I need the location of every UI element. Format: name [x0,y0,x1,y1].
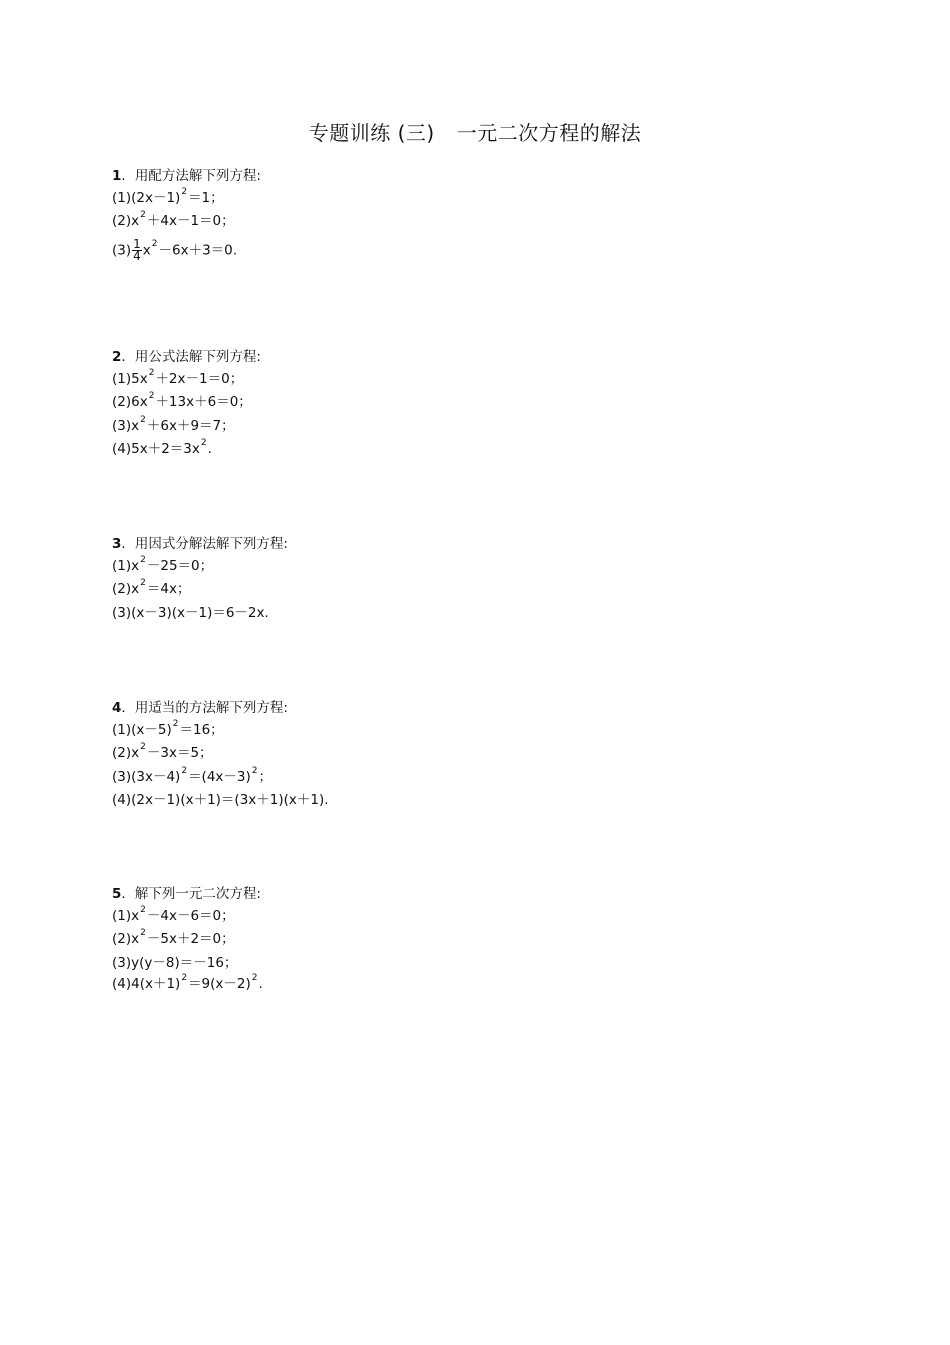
equation-item [112,556,288,580]
equation-text: ＝1； [188,189,224,206]
equation-text: (3)x [112,417,140,434]
equation-text: －4x－6＝0； [146,907,235,924]
section-heading [112,534,288,556]
equation-item [112,188,261,212]
equation-item [112,767,329,791]
section-heading-text: ．用公式法解下列方程: [121,349,261,365]
equation-item [112,392,261,416]
equation-text: －3x＝5； [146,745,213,761]
equation-item [112,790,329,812]
exponent: 2 [151,239,158,249]
equation-text: (1)(x－5) [112,721,172,738]
equation-text: (1)(2x－1) [112,189,181,206]
equation-item [112,211,261,235]
exponent: 2 [140,904,146,915]
exponent: 2 [140,928,146,938]
exponent: 2 [148,367,155,378]
equation-text: ＋2x－1＝0； [155,370,244,387]
equation-text: x [142,242,151,258]
equation-text: (2)x [112,931,140,947]
equation-item [112,439,261,463]
section-4 [112,698,329,812]
equation-text: . [258,976,263,992]
equation-text: (3)y(y－8)＝－16； [112,954,238,971]
exponent: 2 [140,578,146,588]
equation-text: ； [258,768,272,785]
equation-item [112,906,263,930]
equation-item [112,369,261,393]
section-2 [112,347,261,463]
exponent: 2 [172,718,179,729]
equation-text: (3) [112,242,132,258]
equation-item [112,953,263,975]
equation-text: －25＝0； [146,557,214,574]
equation-text: (4)(2x－1)(x＋1)＝(3x＋1)(x＋1). [112,792,329,808]
equation-text: (2)6x [112,394,148,410]
fraction [132,236,142,263]
equation-text: (4)4(x＋1) [112,976,181,992]
equation-item [112,579,288,603]
equation-text: (3)(3x－4) [112,768,181,785]
section-number: 3 [112,536,122,552]
equation-item [112,416,261,440]
exponent: 2 [140,554,146,565]
section-number: 5 [112,886,122,902]
equation-text: . [207,441,212,457]
equation-text: ＝16； [179,721,224,738]
title-sub: 一元二次方程的解法 [456,121,642,145]
section-heading-text: ．用适当的方法解下列方程: [121,700,288,716]
equation-text: ＋6x＋9＝7； [146,417,235,434]
section-5 [112,884,263,998]
section-1 [112,166,261,264]
equation-item [112,743,329,767]
exponent: 2 [140,742,146,752]
equation-text: (2)x [112,745,140,761]
exponent: 2 [251,765,258,776]
fraction-denominator: 4 [133,248,141,263]
exponent: 2 [181,973,188,983]
section-heading [112,347,261,369]
equation-item [112,236,261,264]
equation-text: (3)(x－3)(x－1)＝6－2x. [112,604,269,621]
equation-text: －6x＋3＝0. [158,242,238,258]
section-heading [112,884,263,906]
section-heading [112,166,261,188]
equation-item [112,720,329,744]
equation-text: ＋4x－1＝0； [146,213,235,229]
exponent: 2 [251,973,258,983]
exponent: 2 [148,391,155,401]
equation-text: ＝(4x－3) [188,768,251,785]
equation-text: ＝4x； [146,581,191,597]
equation-text: (4)5x＋2＝3x [112,441,200,457]
section-number: 1 [112,168,122,184]
title-main: 专题训练 (三) [308,121,435,145]
section-heading-text: ．用因式分解法解下列方程: [121,536,288,552]
exponent: 2 [140,210,146,220]
section-3 [112,534,288,624]
exponent: 2 [200,438,207,448]
section-number: 2 [112,349,122,365]
section-heading [112,698,329,720]
equation-text: －5x＋2＝0； [146,931,235,947]
page-title [0,117,950,146]
equation-text: ＋13x＋6＝0； [155,394,252,410]
exponent: 2 [181,186,188,197]
exponent: 2 [140,414,146,425]
fraction-numerator: 1 [133,236,141,251]
exponent: 2 [181,765,188,776]
equation-text: ＝9(x－2) [188,976,251,992]
equation-text: (1)x [112,907,140,924]
equation-text: (1)5x [112,370,148,387]
equation-text: (1)x [112,557,140,574]
section-heading-text: ．用配方法解下列方程: [121,168,261,184]
equation-text: (2)x [112,213,140,229]
equation-item [112,929,263,953]
section-number: 4 [112,700,122,716]
equation-item [112,603,288,625]
section-heading-text: ．解下列一元二次方程: [121,886,261,902]
equation-item [112,974,263,998]
equation-text: (2)x [112,581,140,597]
